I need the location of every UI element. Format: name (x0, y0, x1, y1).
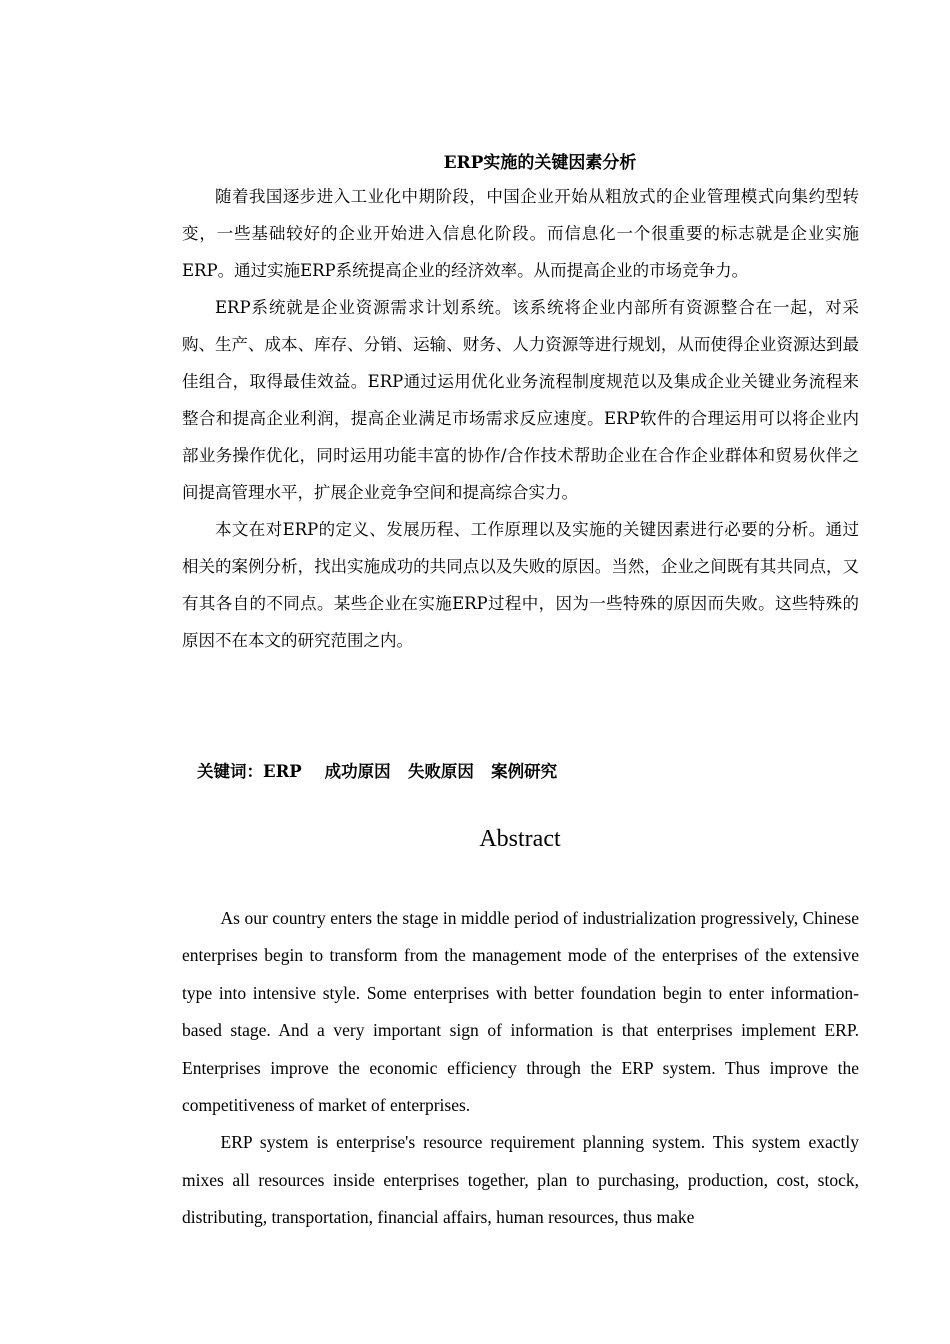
chinese-abstract-body (182, 178, 859, 659)
chinese-paragraph-3: 本文在对ERP的定义、发展历程、工作原理以及实施的关键因素进行必要的分析。通过相关的案例分析，找出实施成功的共同点以及失败的原因。当然，企业之间既有其共同点，又有其各自的不同点。某些企业在实施ERP过程中，因为一些特殊的原因而失败。这些特殊的原因不在本文的研究范围之内。 (182, 520, 859, 650)
english-abstract-title: Abstract (479, 826, 561, 852)
english-paragraph-1: As our country enters the stage in middle period of industrialization progressively, Chinese enterprises begin to transform from the management mode of the enterprises of the extensive type into intensive style. Some enterprises with better foundation begin to enter information-based stage. And a very important sign of information is that enterprises implement ERP. Enterprises improve the economic efficiency through the ERP system. Thus improve the competitiveness of market of enterprises. (182, 908, 859, 1116)
english-paragraph-2: ERP system is enterprise's resource requirement planning system. This system exactly mixes all resources inside enterprises together, plan to purchasing, production, cost, stock, distributing, transportation, financial affairs, human resources, thus make (182, 1132, 859, 1228)
english-abstract-body (182, 900, 859, 1237)
chinese-title: ERP实施的关键因素分析 (443, 153, 637, 173)
chinese-paragraph-1: 随着我国逐步进入工业化中期阶段，中国企业开始从粗放式的企业管理模式向集约型转变，一些基础较好的企业开始进入信息化阶段。而信息化一个很重要的标志就是企业实施ERP。通过实施ERP系统提高企业的经济效率。从而提高企业的市场竞争力。 (182, 187, 859, 280)
chinese-paragraph-2: ERP系统就是企业资源需求计划系统。该系统将企业内部所有资源整合在一起，对采购、生产、成本、库存、分销、运输、财务、人力资源等进行规划，从而使得企业资源达到最佳组合，取得最佳效益。ERP通过运用优化业务流程制度规范以及集成企业关键业务流程来整合和提高企业利润，提高企业满足市场需求反应速度。ERP软件的合理运用可以将企业内部业务操作优化，同时运用功能丰富的协作/合作技术帮助企业在合作企业群体和贸易伙伴之间提高管理水平，扩展企业竞争空间和提高综合实力。 (182, 298, 859, 502)
chinese-keywords: 关键词：ERP 成功原因 失败原因 案例研究 (197, 762, 558, 781)
